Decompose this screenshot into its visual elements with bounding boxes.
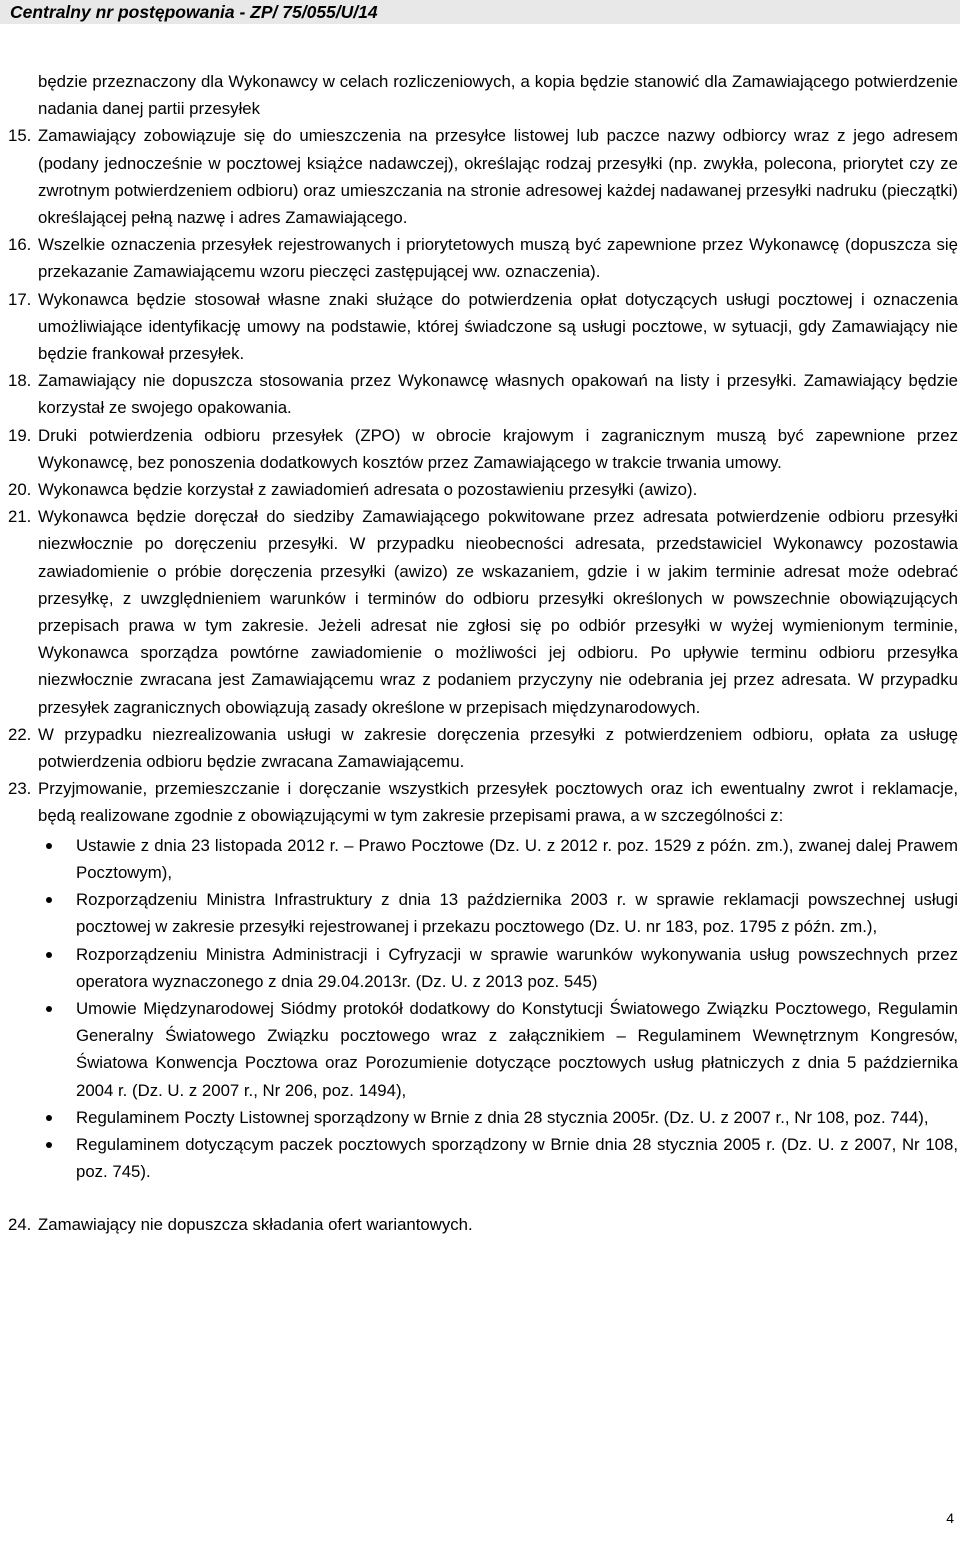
list-item	[8, 775, 958, 829]
bullet-text: Rozporządzeniu Ministra Administracji i Cyfryzacji w sprawie warunków wykonywania usług powszechnych przez operatora wyznaczonego z dnia 29.04.2013r. (Dz. U. z 2013 poz. 545)	[76, 944, 958, 991]
item-text: Zamawiający zobowiązuje się do umieszczenia na przesyłce listowej lub paczce nazwy odbiorcy wraz z jego adresem (podany jednocześnie w pocztowej książce nadawczej), określając rodzaj przesyłki (np. zwykła, polecona, priorytet czy ze zwrotnym potwierdzeniem odbioru) oraz umieszczania na stronie adresowej każdej nadawanej przesyłki nadruku (pieczątki) określającej pełną nazwę i adres Zamawiającego.	[38, 126, 958, 228]
item-text: Wszelkie oznaczenia przesyłek rejestrowanych i priorytetowych muszą być zapewnione przez Wykonawcę (dopuszcza się przekazanie Zamawiającemu wzoru pieczęci zastępującej ww. oznaczenia).	[38, 235, 958, 282]
item-number: 17.	[8, 289, 32, 309]
list-item	[8, 1211, 958, 1238]
bullet-dot-icon	[42, 995, 76, 1104]
item-number: 16.	[8, 235, 32, 255]
item-number: 22.	[8, 724, 32, 744]
bullet-item	[42, 995, 958, 1104]
list-item	[8, 367, 958, 421]
item-text: będzie przeznaczony dla Wykonawcy w celach rozliczeniowych, a kopia będzie stanowić dla Zamawiającego potwierdzenie nadania danej partii przesyłek	[38, 72, 958, 119]
list-item	[8, 286, 958, 368]
item-number: 15.	[8, 126, 32, 146]
bullet-dot-icon	[42, 832, 76, 886]
item-text: Zamawiający nie dopuszcza składania ofert wariantowych.	[38, 1215, 473, 1235]
bullet-text: Rozporządzeniu Ministra Infrastruktury z dnia 13 października 2003 r. w sprawie reklamacji powszechnej usługi pocztowej w zakresie przesyłki rejestrowanej i przekazu pocztowego (Dz. U. nr 183, poz. 1795 z późn. zm.),	[76, 890, 958, 937]
page-header	[0, 0, 960, 24]
list-item	[8, 476, 958, 503]
bullet-dot-icon	[42, 1104, 76, 1131]
item-number	[8, 68, 38, 122]
header-title: Centralny nr postępowania - ZP/ 75/055/U/14	[10, 2, 378, 22]
item-text: Wykonawca będzie korzystał z zawiadomień adresata o pozostawieniu przesyłki (awizo).	[38, 480, 698, 500]
list-item	[8, 122, 958, 231]
bullet-item	[42, 1131, 958, 1185]
item-number: 23.	[8, 779, 32, 799]
spacer	[8, 1185, 958, 1211]
page-number: 4	[946, 1510, 954, 1526]
item-text: W przypadku niezrealizowania usługi w zakresie doręczenia przesyłki z potwierdzeniem odbioru, opłata za usługę potwierdzenia odbioru będzie zwracana Zamawiającemu.	[38, 724, 958, 772]
bullet-dot-icon	[42, 886, 76, 940]
bullet-text: Ustawie z dnia 23 listopada 2012 r. – Prawo Pocztowe (Dz. U. z 2012 r. poz. 1529 z późn. zm.), zwanej dalej Prawem Pocztowym),	[76, 835, 958, 882]
bullet-item	[42, 941, 958, 995]
bullet-item	[42, 832, 958, 886]
list-item	[8, 503, 958, 721]
list-item	[8, 721, 958, 775]
list-item	[8, 68, 958, 122]
legal-acts-list	[42, 832, 958, 1186]
item-text: Wykonawca będzie doręczał do siedziby Zamawiającego pokwitowane przez adresata potwierdzenie odbioru przesyłki niezwłocznie po doręczeniu przesyłki. W przypadku nieobecności adresata, przedstawiciel Wykonawcy pozostawia zawiadomienie o próbie doręczenia przesyłki (awizo) ze wskazaniem, gdzie i w jakim terminie adresat może odebrać przesyłkę, z uwzględnieniem warunków i terminów do odbioru przesyłki określonych w powszechnie obowiązujących przepisach prawa w tym zakresie. Jeżeli adresat nie zgłosi się po odbiór przesyłki w wyżej wymienionym terminie, Wykonawca sporządza powtórne zawiadomienie o możliwości jej odbioru. Po upływie terminu odbioru przesyłka niezwłocznie zwracana jest Zamawiającemu wraz z podaniem przyczyny nie odebrania jej przez adresata. W przypadku przesyłek zagranicznych obowiązują zasady określone w przepisach międzynarodowych.	[38, 507, 958, 717]
bullet-dot-icon	[42, 1131, 76, 1185]
list-item	[8, 231, 958, 285]
item-text: Druki potwierdzenia odbioru przesyłek (ZPO) w obrocie krajowym i zagranicznym muszą być zapewnione przez Wykonawcę, bez ponoszenia dodatkowych kosztów przez Zamawiającego w trakcie trwania umowy.	[38, 425, 958, 472]
list-item	[8, 422, 958, 476]
bullet-item	[42, 1104, 958, 1131]
item-number: 19.	[8, 425, 32, 445]
item-number: 21.	[8, 507, 32, 527]
bullet-text: Umowie Międzynarodowej Siódmy protokół dodatkowy do Konstytucji Światowego Związku Pocztowego, Regulamin Generalny Światowego Związku pocztowego wraz z załącznikiem – Regulaminem Wewnętrznym Kongresów, Światowa Konwencja Pocztowa oraz Porozumienie dotyczące pocztowych usług płatniczych z dnia 5 października 2004 r. (Dz. U. z 2007 r., Nr 206, poz. 1494),	[76, 998, 958, 1100]
bullet-text: Regulaminem Poczty Listownej sporządzony w Brnie z dnia 28 stycznia 2005r. (Dz. U. z 2007 r., Nr 108, poz. 744),	[76, 1107, 929, 1127]
item-number: 18.	[8, 371, 32, 391]
item-text: Wykonawca będzie stosował własne znaki służące do potwierdzenia opłat dotyczących usługi pocztowej i oznaczenia umożliwiające identyfikację umowy na podstawie, której świadczone są usługi pocztowe, w sytuacji, gdy Zamawiający nie będzie frankował przesyłek.	[38, 289, 958, 364]
bullet-dot-icon	[42, 941, 76, 995]
item-text: Zamawiający nie dopuszcza stosowania przez Wykonawcę własnych opakowań na listy i przesyłki. Zamawiający będzie korzystał ze swojego opakowania.	[38, 371, 958, 418]
bullet-text: Regulaminem dotyczącym paczek pocztowych sporządzony w Brnie dnia 28 stycznia 2005 r. (Dz. U. z 2007, Nr 108, poz. 745).	[76, 1134, 958, 1182]
item-number: 24.	[8, 1215, 32, 1235]
bullet-item	[42, 886, 958, 940]
document-body	[8, 68, 958, 1239]
item-number: 20.	[8, 480, 32, 500]
item-text: Przyjmowanie, przemieszczanie i doręczanie wszystkich przesyłek pocztowych oraz ich ewentualny zwrot i reklamacje, będą realizowane zgodnie z obowiązującymi w tym zakresie przepisami prawa, a w szczególności z:	[38, 779, 958, 826]
